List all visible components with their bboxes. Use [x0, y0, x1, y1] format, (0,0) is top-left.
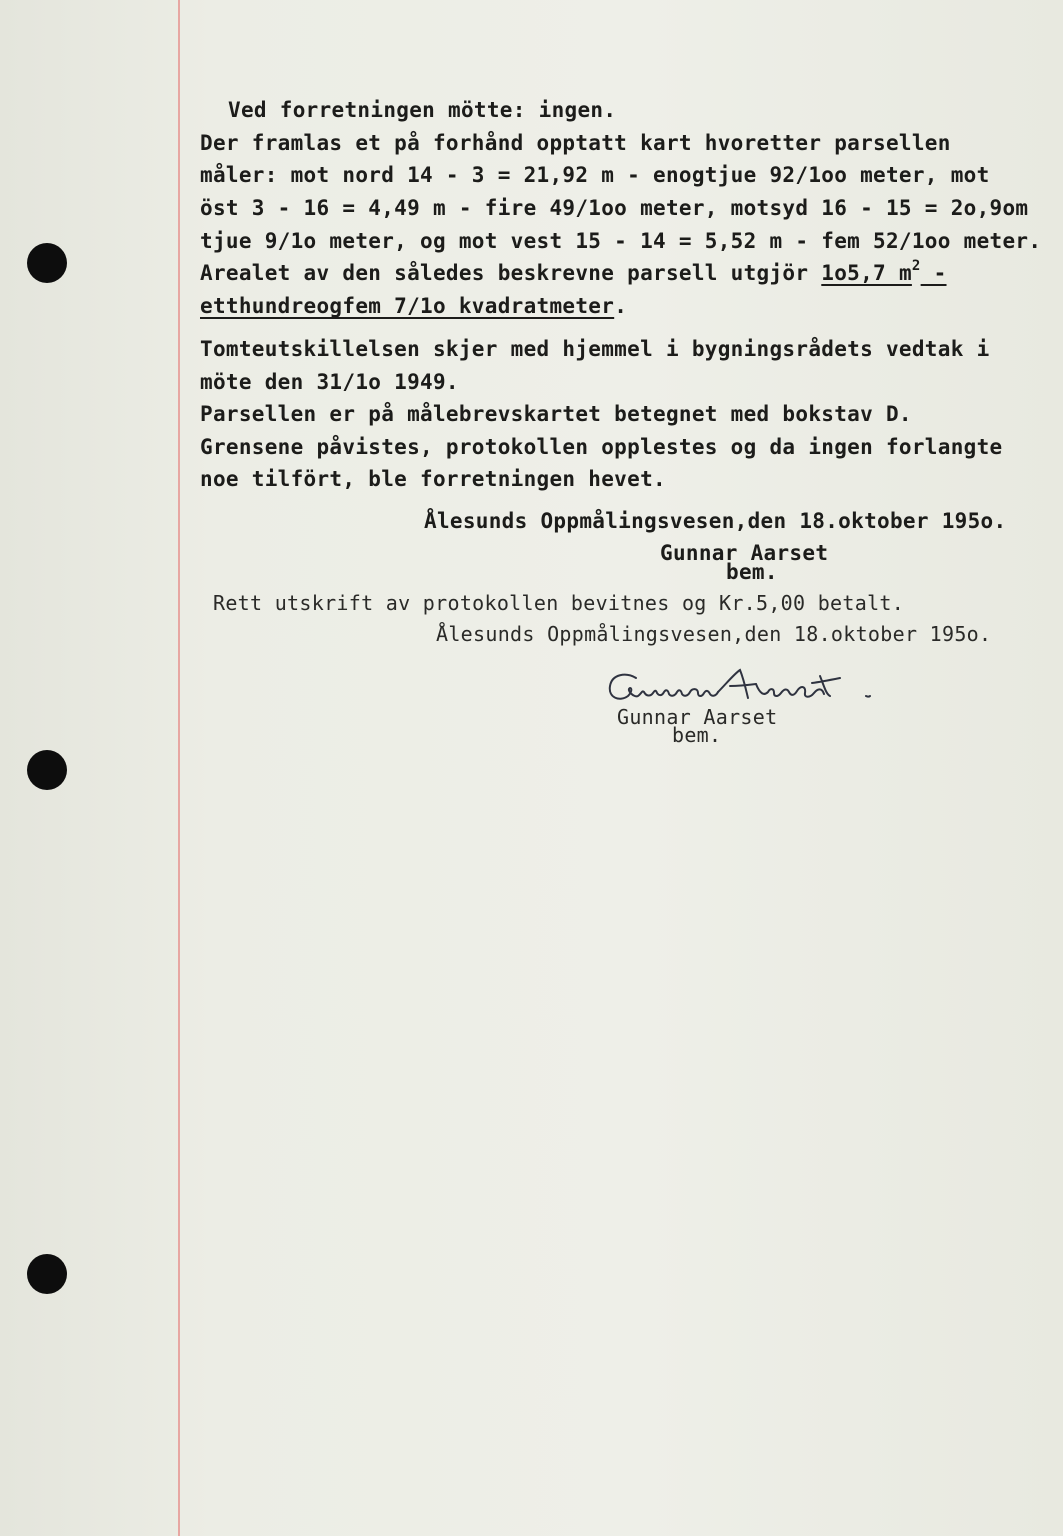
- text-line: noe tilfört, ble forretningen hevet.: [200, 467, 666, 491]
- punch-hole-icon: [27, 243, 67, 283]
- certification-text: Rett utskrift av protokollen bevitnes og Kr.5,00 betalt.: [213, 591, 905, 615]
- area-superscript: 2: [911, 258, 921, 274]
- margin-rule: [178, 0, 180, 1536]
- text-line: öst 3 - 16 = 4,49 m - fire 49/1oo meter, motsyd 16 - 15 = 2o,9om: [200, 196, 1029, 220]
- signer-name: Gunnar Aarset: [660, 541, 829, 565]
- text-line: tjue 9/1o meter, og mot vest 15 - 14 = 5,52 m - fem 52/1oo meter.: [200, 229, 1042, 253]
- signer-note: bem.: [672, 723, 722, 747]
- area-line: [200, 260, 947, 286]
- text-line: måler: mot nord 14 - 3 = 21,92 m - enogtjue 92/1oo meter, mot: [200, 163, 990, 187]
- text-line: Tomteutskillelsen skjer med hjemmel i bygningsrådets vedtak i: [200, 337, 990, 361]
- place-date: Ålesunds Oppmålingsvesen,den 18.oktober 195o.: [436, 622, 992, 646]
- area-words-end: .: [614, 294, 628, 318]
- area-words-line: [200, 293, 627, 319]
- area-words: etthundreogfem 7/1o kvadratmeter: [200, 294, 615, 318]
- punch-hole-icon: [27, 750, 67, 790]
- text-line: Ved forretningen mötte: ingen.: [228, 98, 617, 122]
- place-date: Ålesunds Oppmålingsvesen,den 18.oktober 195o.: [424, 509, 1007, 533]
- signer-name: Gunnar Aarset: [617, 705, 778, 729]
- area-dash: -: [920, 261, 947, 285]
- signer-note: bem.: [726, 560, 778, 584]
- area-value: 1o5,7 m: [821, 261, 912, 285]
- text-line: Parsellen er på målebrevskartet betegnet med bokstav D.: [200, 402, 912, 426]
- punch-hole-icon: [27, 1254, 67, 1294]
- text-line: Der framlas et på forhånd opptatt kart hvoretter parsellen: [200, 131, 951, 155]
- text-line: Arealet av den således beskrevne parsell utgjör: [200, 261, 822, 285]
- text-line: möte den 31/1o 1949.: [200, 370, 459, 394]
- text-line: Grensene påvistes, protokollen opplestes og da ingen forlangte: [200, 435, 1003, 459]
